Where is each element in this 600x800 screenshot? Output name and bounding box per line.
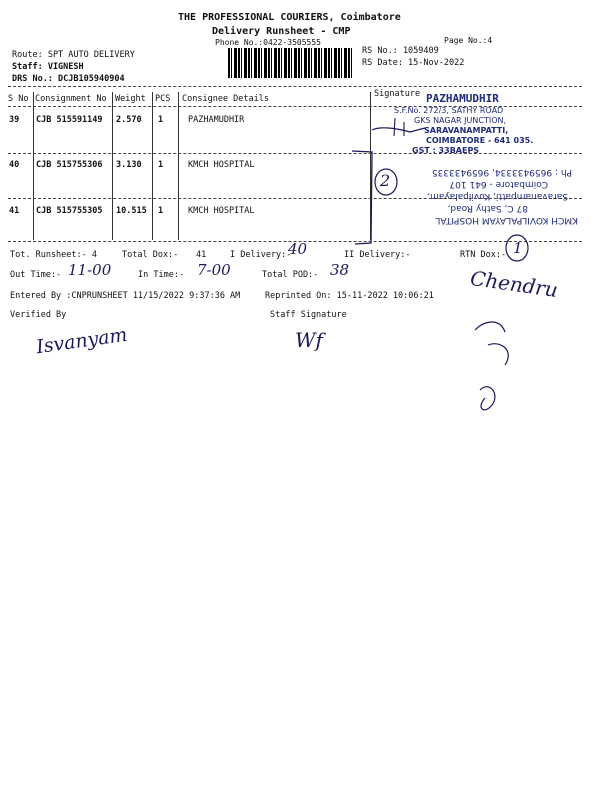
stamp-line: COIMBATORE - 641 035. bbox=[426, 136, 534, 145]
entered-by: Entered By :CNPRUNSHEET 11/15/2022 9:37:36 AM bbox=[10, 291, 241, 301]
barcode bbox=[228, 48, 354, 78]
stamp-line: Coimbatore - 641 107 bbox=[449, 179, 548, 189]
stamp-line: KMCH KOVILPALAYAM HOSPITAL bbox=[435, 215, 578, 225]
in-time-label: In Time:- bbox=[138, 270, 185, 280]
stamp-line: Ph : 9659433334, 9659433335 bbox=[431, 167, 572, 177]
runsheet-subtitle: Delivery Runsheet - CMP bbox=[212, 26, 351, 37]
table-cell: 1 bbox=[158, 115, 164, 125]
stamp-line: S.F.No. 272/3, SATHY ROAD bbox=[394, 106, 504, 115]
col-consignee: Consignee Details bbox=[182, 94, 269, 104]
verified-by-label: Verified By bbox=[10, 310, 67, 320]
phone-number: Phone No.:0422-3505555 bbox=[215, 38, 321, 47]
col-sno: S No bbox=[8, 94, 29, 104]
column-rule bbox=[152, 92, 153, 240]
column-rule bbox=[178, 92, 179, 240]
total-dox-label: Total Dox:- bbox=[122, 250, 179, 260]
stamp-line: PAZHAMUDHIR bbox=[426, 92, 499, 105]
receiver-signature: Chendru bbox=[468, 265, 560, 303]
verifier-signature: Isvanyam bbox=[34, 323, 129, 359]
i-delivery-value: 40 bbox=[288, 240, 308, 258]
table-cell: 1 bbox=[158, 206, 164, 216]
total-pod-label: Total POD:- bbox=[262, 270, 319, 280]
column-rule bbox=[33, 92, 34, 240]
stamp-line: SARAVANAMPATTI, bbox=[424, 126, 509, 135]
total-pod-value: 38 bbox=[330, 261, 350, 279]
table-cell: KMCH HOSPITAL bbox=[188, 206, 255, 216]
table-cell: KMCH HOSPITAL bbox=[188, 160, 255, 170]
stamp-line: 87 C, Sathy Road, bbox=[447, 203, 528, 213]
stamp-line: GKS NAGAR JUNCTION, bbox=[414, 116, 507, 125]
i-delivery-label: I Delivery:- bbox=[230, 250, 292, 260]
staff-signature-label: Staff Signature bbox=[270, 310, 347, 320]
table-cell: 1 bbox=[158, 160, 164, 170]
out-time-label: Out Time:- bbox=[10, 270, 62, 280]
in-time-value: 7-00 bbox=[197, 261, 231, 279]
table-cell: 10.515 bbox=[116, 206, 147, 216]
table-cell: CJB 515755305 bbox=[36, 206, 103, 216]
tot-runsheet: Tot. Runsheet:- 4 bbox=[10, 250, 97, 260]
stamp-line: GST : 33BAEPS bbox=[412, 146, 480, 155]
table-cell: PAZHAMUDHIR bbox=[188, 115, 245, 125]
page-number: Page No.:4 bbox=[444, 36, 493, 45]
column-rule bbox=[112, 92, 113, 240]
drs-number: DRS No.: DCJB105940904 bbox=[12, 74, 125, 84]
table-cell: 39 bbox=[9, 115, 20, 125]
table-cell: 40 bbox=[9, 160, 20, 170]
out-time-value: 11-00 bbox=[68, 261, 112, 279]
col-signature: Signature bbox=[374, 89, 421, 99]
rtn-dox-label: RTN Dox:- bbox=[460, 250, 507, 260]
staff-signature: Wf bbox=[295, 328, 323, 352]
stamp-line: Saravanampatti, Kovilpalayam, bbox=[427, 191, 568, 201]
col-pcs: PCS bbox=[155, 94, 171, 104]
total-dox-value: 41 bbox=[196, 250, 207, 260]
col-consignment: Consignment No bbox=[35, 94, 107, 104]
rs-date: RS Date: 15-Nov-2022 bbox=[362, 58, 465, 68]
table-cell: 41 bbox=[9, 206, 20, 216]
table-cell: 2.570 bbox=[116, 115, 142, 125]
table-cell: CJB 515755306 bbox=[36, 160, 103, 170]
rtn-dox-value: 1 bbox=[513, 239, 523, 257]
table-cell: 3.130 bbox=[116, 160, 142, 170]
route: Route: SPT AUTO DELIVERY bbox=[12, 50, 135, 60]
stamp-kmch bbox=[388, 155, 578, 225]
staff: Staff: VIGNESH bbox=[12, 62, 84, 72]
company-title: THE PROFESSIONAL COURIERS, Coimbatore bbox=[178, 12, 401, 23]
rs-number: RS No.: 1059409 bbox=[362, 46, 439, 56]
column-rule bbox=[370, 92, 371, 240]
table-cell: CJB 515591149 bbox=[36, 115, 103, 125]
divider bbox=[8, 86, 582, 87]
ii-delivery-label: II Delivery:- bbox=[344, 250, 411, 260]
col-weight: Weight bbox=[115, 94, 146, 104]
reprinted-on: Reprinted On: 15-11-2022 10:06:21 bbox=[265, 291, 434, 301]
divider bbox=[8, 153, 582, 154]
row-mark: 2 bbox=[380, 171, 391, 190]
